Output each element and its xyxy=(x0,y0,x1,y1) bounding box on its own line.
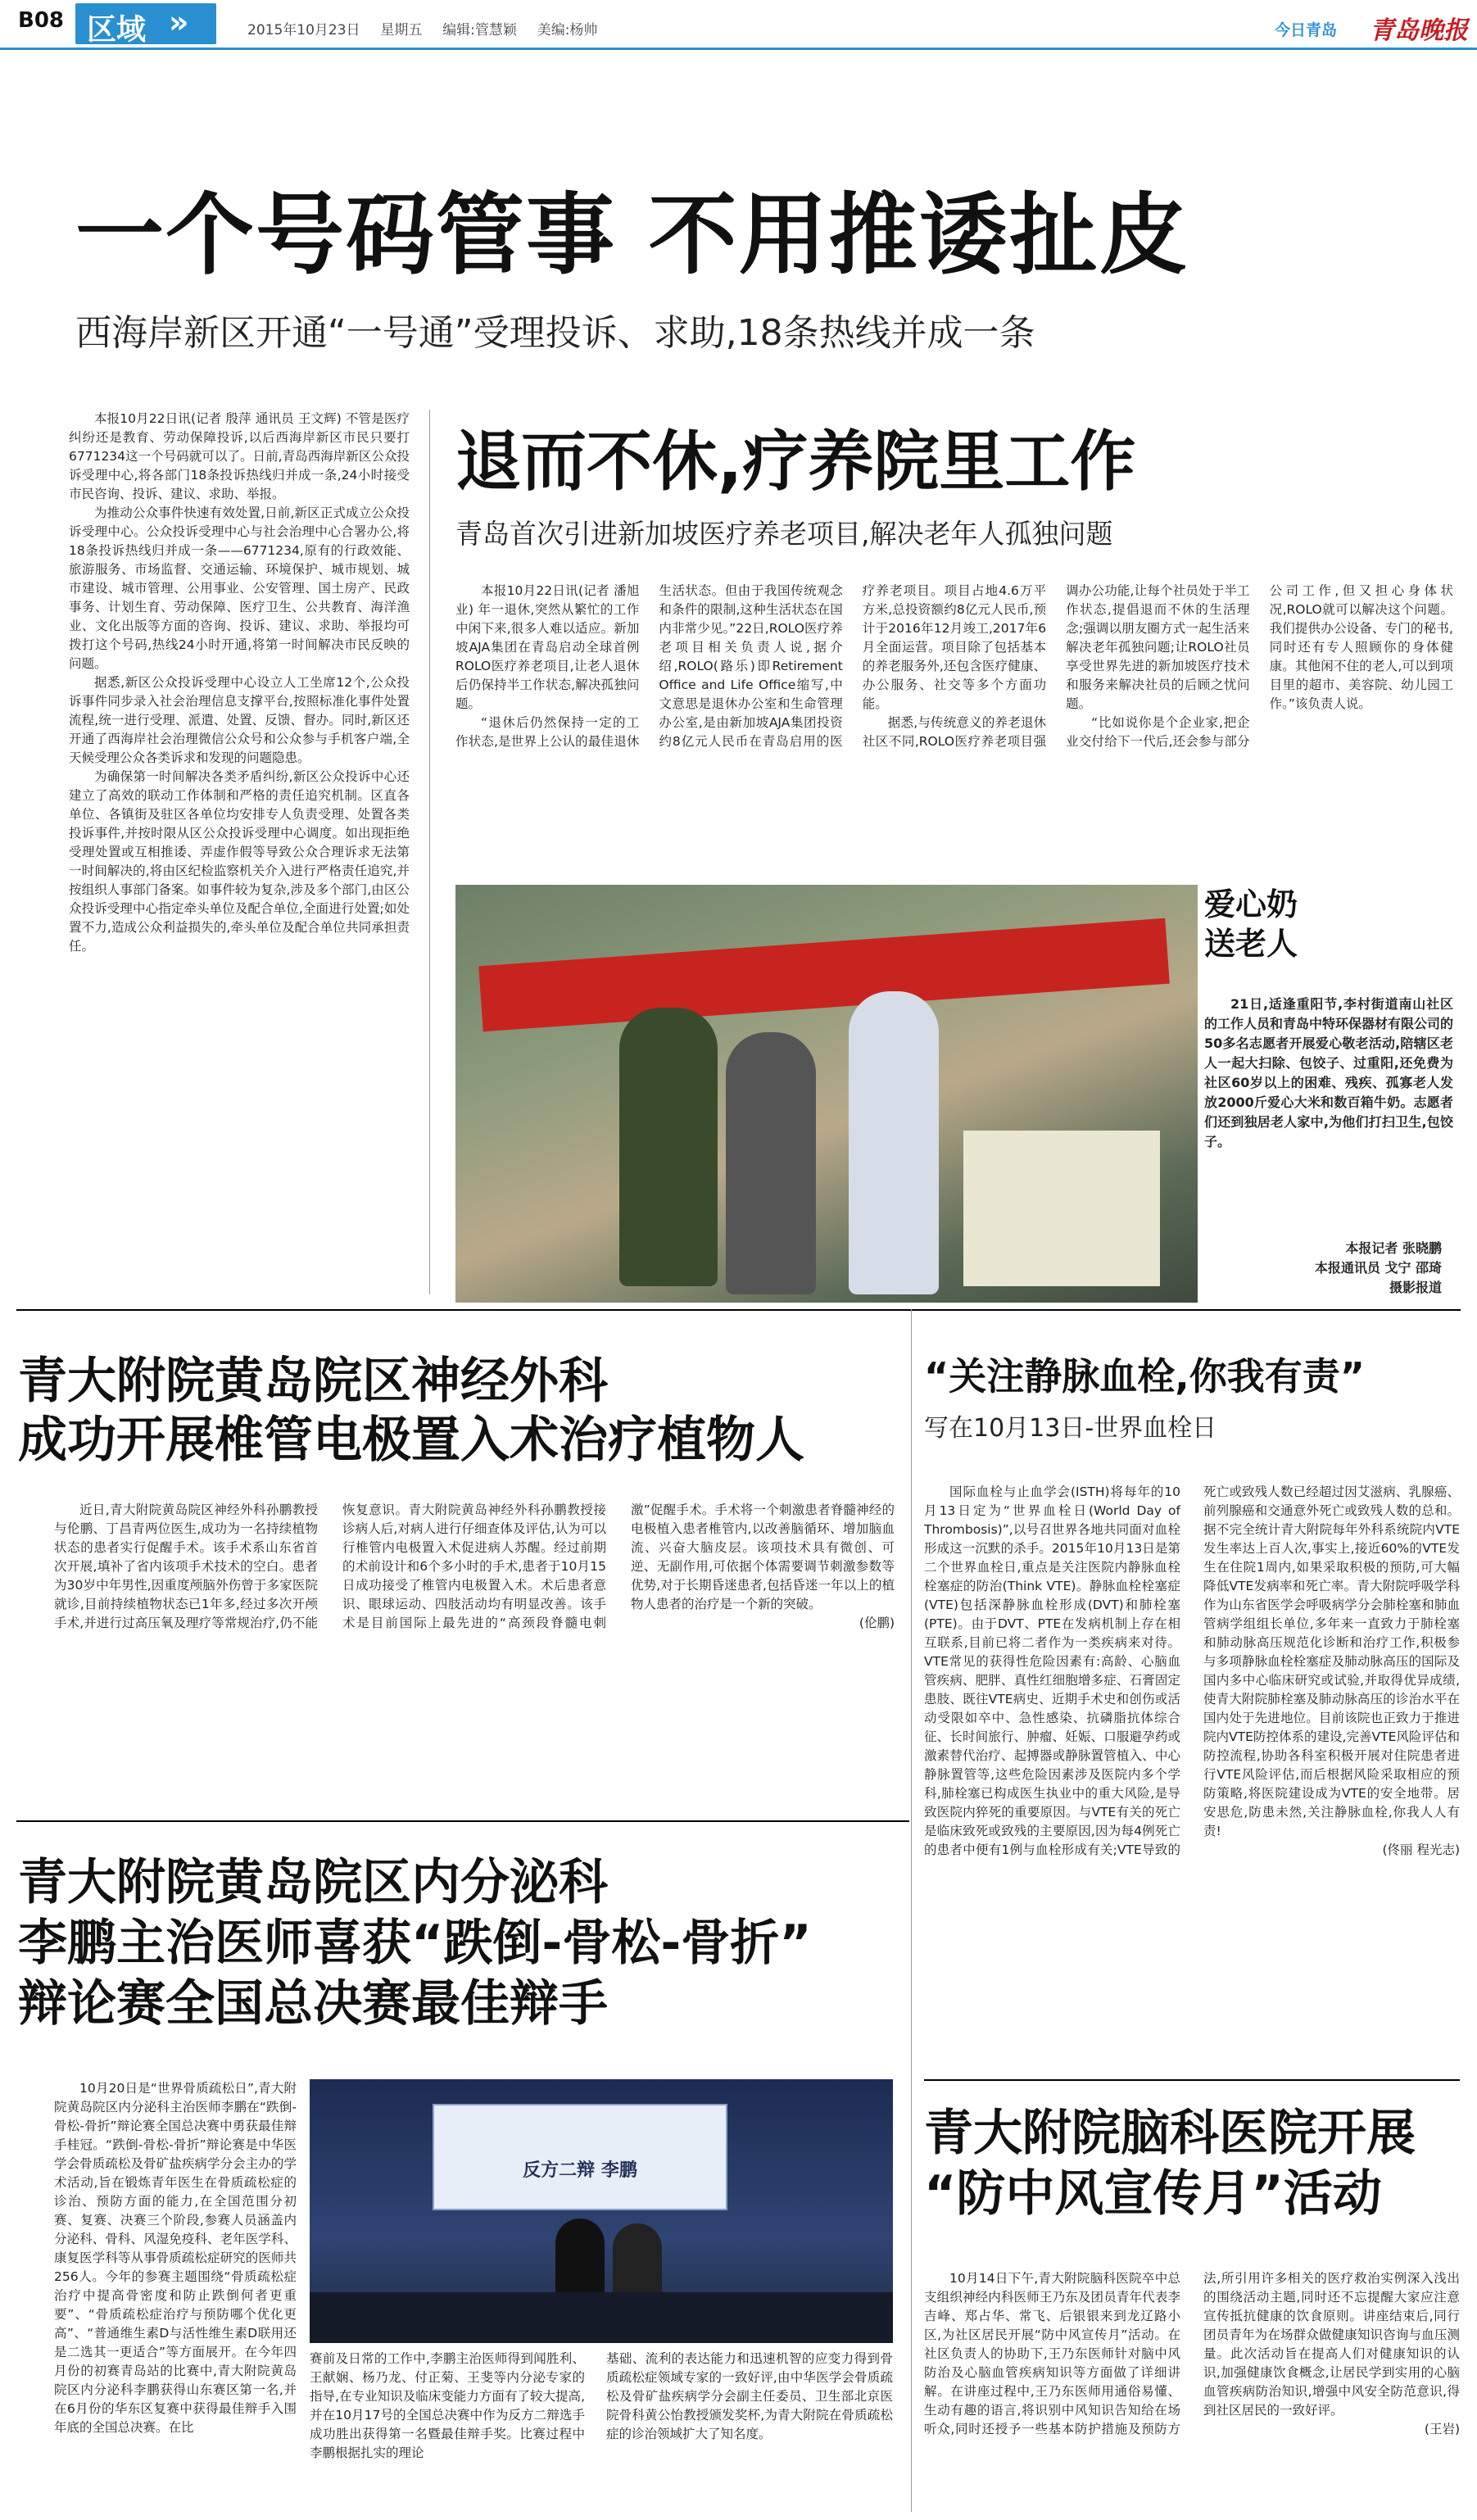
page-number: B08 xyxy=(18,8,64,33)
neuro-paragraph: 近日,青大附院黄岛院区神经外科孙鹏教授与伦鹏、丁昌青两位医生,成功为一名持续植物状态的患者实行促醒手术。该手术系山东省首次开展,填补了省内该项手术技术的空白。患者为30岁中年男性,因重度颅脑外伤曾于多家医院就诊,目前持续植物状态已1年多,经过多次开颅手术,并进行过高压氧及理疗等常规治疗,仍不能恢复意识。青大附院黄岛神经外科孙鹏教授接诊病人后,对病人进行仔细查体及评估,认为可以行椎管内电极置入术促进病人苏醒。经过前期的术前设计和6个多小时的手术,患者于10月15日成功接受了椎管内电极置入术。术后患者意识、眼球运动、四肢活动均有明显改善。该手术是目前国际上最先进的“高颈段脊髓电刺激”促醒手术。手术将一个刺激患者脊髓神经的电极植入患者椎管内,以改善脑循环、增加脑血流、兴奋大脑皮层。该项技术具有微创、可逆、无副作用,可依据个体需要调节刺激参数等优势,对于长期昏迷患者,包括昏迷一年以上的植物人患者的治疗是一个新的突破。 xyxy=(54,1502,895,1630)
endo-body-left: 10月20日是“世界骨质疏松日”,青大附院黄岛院区内分泌科主治医师李鹏在“跌倒-骨松-骨折”辩论赛全国总决赛中勇获最佳辩手桂冠。“跌倒-骨松-骨折”辩论赛是中华医学会骨质疏松及骨矿盐疾病学分会主办的学术活动,旨在锻炼青年医生在骨质疏松症的诊治、预防方面的能力,在全国范围分初赛、复赛、决赛三个阶段,参赛人员涵盖内分泌科、骨科、风湿免疫科、老年医学科、康复医学科等从事骨质疏松症研究的医师共256人。今年的参赛主题围绕“骨质疏松症治疗中提高骨密度和防止跌倒何者更重要”、“骨质疏松症治疗与预防哪个优化更高”、“普通维生素D与活性维生素D联用还是二选其一更适合”等方面展开。在今年四月份的初赛青岛站的比赛中,青大附院黄岛院区内分泌科李鹏获得山东赛区第一名,并在6月份的华东区复赛中获得最佳辩手入围年底的全国总决赛。在比 xyxy=(54,2081,297,2435)
neuro-sign: (伦鹏) xyxy=(859,1616,895,1630)
milk-headline-2: 送老人 xyxy=(1204,926,1298,962)
endo-body-right: 基础、流利的表达能力和迅速机智的应变力得到骨质疏松症领域专家的一致好评,由中华医学会骨质疏松及骨矿盐疾病学分会副主任委员、卫生部北京医院骨科黄公怡教授颁发奖杯,为青大附院在骨质疏松症的诊治领域扩大了知名度。 xyxy=(606,2351,893,2441)
stroke-paragraph: 10月14日下午,青大附院脑科医院卒中总支组织神经内科医师王乃东及团员青年代表李吉峰、郑占华、常飞、后银银来到龙辽路小区,为社区居民开展“防中风宣传月”活动。在社区负责人的协助下,王乃东医师针对脑中风防治及心脑血管疾病知识等方面做了详细讲解。在讲座过程中,王乃东医师用通俗易懂、生动有趣的语言,将识别中风知识告知给在场听众,同时还授予一些基本防护措施及预防方法,所引用许多相关的医疗救治实例深入浅出的围绕活动主题,同时还不忘提醒大家应注意宣传抵抗健康的饮食原则。讲座结束后,同行团员青年为在场群众做健康知识咨询与血压测量。此次活动旨在提高人们对健康知识的认识,加强健康饮食概念,让居民学到实用的心脑血管疾病防治知识,增强中风安全防范意识,得到社区居民的一致好评。 xyxy=(924,2271,1460,2436)
vte-paragraph: 国际血栓与止血学会(ISTH)将每年的10月13日定为“世界血栓日(World Day of Thrombosis)”,以号召世界各地共同面对血栓形成这一沉默的杀手。2015年10月13日是第二个世界血栓日,重点是关注医院内静脉血栓栓塞症的防治(Think VTE)。静脉血栓栓塞症(VTE)包括深静脉血栓形成(DVT)和肺栓塞(PTE)。由于DVT、PTE在发病机制上存在相互联系,目前已将二者作为一类疾病来对待。VTE常见的获得性危险因素有:高龄、心脑血管疾病、肥胖、真性红细胞增多症、石膏固定患肢、既往VTE病史、近期手术史和创伤或活动受限如卒中、急性感染、抗磷脂抗体综合征、长时间旅行、肿瘤、妊娠、口服避孕药或激素替代治疗、起搏器或静脉置管植入、中心静脉置管等,这些危险因素涉及医院内多个学科,肺栓塞已构成医生执业中的重大风险,是导致医院内猝死的重要原因。与VTE有关的死亡是临床致死或致残的主要原因,因为每4例死亡的患者中便有1例与血栓形成有关;VTE导致的死亡或致残人数已经超过因艾滋病、乳腺癌、前列腺癌和交通意外死亡或致残人数的总和。据不完全统计青大附院每年外科系统院内VTE发生率达上百人次,事实上,接近60%的VTE发生在住院1周内,如果采取积极的预防,可大幅降低VTE发病率和死亡率。青大附院呼吸学科作为山东省医学会呼吸病学分会肺栓塞和肺血管病学组组长单位,多年来一直致力于肺栓塞和肺动脉高压规范化诊断和治疗工作,积极参与多项静脉血栓栓塞症及肺动脉高压的国际及国内多中心临床研究或试验,并取得优异成绩,使青大附院肺栓塞及肺动脉高压的诊治水平在国内处于先进地位。目前该院也正致力于推进院内VTE防控体系的建设,完善VTE风险评估和防控流程,协助各科室积极开展对住院患者进行VTE风险评估,而后根据风险采取相应的预防策略,将医院建设成为VTE的安全地带。居安思危,防患未然,关注静脉血栓,你我人人有责! xyxy=(924,1484,1460,1857)
section-arrow-icon: » xyxy=(169,4,189,40)
photo-person xyxy=(619,1008,718,1286)
neuro-body xyxy=(54,1501,895,1812)
photo-banner xyxy=(478,918,1170,1031)
retire-paragraph: “比如说你是个企业家,把企业交付给下一代后,还会参与部分公司工作,但又担心身体状况,ROLO就可以解决这个问题。我们提供办公设备、专门的秘书,同时还有专人照顾你的身体健康。其他闲不住的老人,可以到项目里的超市、美容院、幼儿园工作。”该负责人说。 xyxy=(1066,583,1453,749)
endo-headline-2: 李鹏主治医师喜获“跌倒-骨松-骨折” xyxy=(18,1915,812,1972)
vte-subheadline: 写在10月13日-世界血栓日 xyxy=(924,1414,1217,1443)
vte-headline: “关注静脉血栓,你我有责” xyxy=(924,1354,1365,1398)
lead-headline: 一个号码管事 不用推诿扯皮 xyxy=(75,184,1189,287)
issue-weekday: 星期五 xyxy=(380,22,423,39)
editor-credit: 编辑:管慧颖 xyxy=(442,22,517,39)
masthead-info xyxy=(247,18,597,39)
retire-paragraph: 据悉,与传统意义的养老退休社区不同,ROLO医疗养老项目强调办公功能,让每个社员处于半工作状态,提倡退而不休的生活理念;强调以朋友圈方式一起生活来解决老年孤独问题;让ROLO社员享受世界先进的新加坡医疗技术和服务来解决社员的后顾之忧问题。 xyxy=(862,583,1250,749)
retire-subheadline: 青岛首次引进新加坡医疗养老项目,解决老年人孤独问题 xyxy=(455,518,1113,550)
milk-photo xyxy=(455,885,1198,1303)
column-divider xyxy=(911,1309,912,2512)
stroke-body xyxy=(924,2269,1460,2512)
milk-credit xyxy=(1204,1239,1442,1298)
section-rule xyxy=(16,1309,1461,1311)
stroke-headline-2: “防中风宣传月”活动 xyxy=(924,2165,1382,2223)
milk-caption: 21日,适逢重阳节,李村街道南山社区的工作人员和青岛中特环保器材有限公司的50多名志愿者开展爱心敬老活动,陪辖区老人一起大扫除、包饺子、过重阳,还免费为社区60岁以上的困难、残疾、孤寡老人发放2000斤爱心大米和数百箱牛奶。志愿者们还到独居老人家中,为他们打扫卫生,包饺子。 xyxy=(1204,996,1454,1149)
section-rule xyxy=(16,1820,909,1822)
stroke-sign: (王岩) xyxy=(1424,2422,1460,2436)
lead-paragraph: 为推动公众事件快速有效处置,日前,新区正式成立公众投诉受理中心。公众投诉受理中心与社会治理中心合署办公,将18条投诉热线归并成一条——6771234,原有的行政效能、旅游服务、市场监督、交通运输、环境保护、城市规划、城市建设、城市管理、公用事业、公安管理、国土房产、民政事务、计划生育、劳动保障、医疗卫生、公共教育、海洋渔业、文化出版等方面的咨询、投诉、建议、求助、举报均可拨打这个号码,热线24小时开通,将第一时间解决市民反映的问题。 xyxy=(69,505,410,671)
section-rule xyxy=(924,2079,1460,2081)
lead-paragraph: 据悉,新区公众投诉受理中心设立人工坐席12个,公众投诉事件同步录入社会治理信息支撑平台,按照标准化事件处置流程,统一进行受理、派遣、处置、反馈、督办。同时,新区还开通了西海岸社会治理微信公众号和公众参与手机客户端,全天候受理公众各类诉求和发现的问题隐患。 xyxy=(69,675,410,765)
endo-body-mid: 赛前及日常的工作中,李鹏主治医师得到闻胜利、王献娴、杨乃龙、付正菊、王斐等内分泌专家的指导,在专业知识及临床变能力方面有了较大提高,并在10月17号的全国总决赛中作为反方二辩选手成功胜出获得第一名暨最佳辩手奖。比赛过程中李鹏根据扎实的理论 xyxy=(310,2351,585,2460)
endo-headline-1: 青大附院黄岛院区内分泌科 xyxy=(18,1854,608,1911)
lead-subheadline: 西海岸新区开通“一号通”受理投诉、求助,18条热线并成一条 xyxy=(75,312,1035,354)
column-divider xyxy=(429,410,430,1294)
masthead xyxy=(0,0,1477,51)
vte-body xyxy=(924,1483,1460,2073)
neuro-headline-2: 成功开展椎管电极置入术治疗植物人 xyxy=(18,1412,804,1469)
column-name: 今日青岛 xyxy=(1275,21,1338,39)
photo-person xyxy=(726,1032,816,1294)
photo-boxes xyxy=(963,1131,1160,1286)
section-name: 区域 xyxy=(87,13,147,47)
designer-credit: 美编:杨帅 xyxy=(537,22,598,39)
milk-headline-1: 爱心奶 xyxy=(1204,886,1298,922)
endo-headline-3: 辩论赛全国总决赛最佳辩手 xyxy=(18,1975,608,2033)
stroke-headline-1: 青大附院脑科医院开展 xyxy=(924,2105,1416,2162)
masthead-rule xyxy=(0,48,1477,50)
milk-credit-correspondent: 本报通讯员 戈宁 邵琦 xyxy=(1314,1260,1442,1276)
award-banner-text: 反方二辩 李鹏 xyxy=(523,2160,637,2181)
lead-paragraph: 为确保第一时间解决各类矛盾纠纷,新区公众投诉中心还建立了高效的联动工作体制和严格的责任追究机制。区直各单位、各镇街及驻区各单位均安排专人负责受理、处置各类投诉事件,并按时限从区公众投诉受理中心调度。如出现拒绝受理处置或互相推诿、弄虚作假等导致公众合理诉求无法第一时间解决的,将由区纪检监察机关介入进行严格责任追究,并按组织人事部门备案。如事件较为复杂,涉及多个部门,由区公众投诉受理中心指定牵头单位及配合单位,全面进行处置;如处置不力,造成公众利益损失的,牵头单位及配合单位共同承担责任。 xyxy=(69,769,410,954)
retire-paragraph: 本报10月22日讯(记者 潘旭业) 年一退休,突然从繁忙的工作中闲下来,很多人难以适应。新加坡AJA集团在青岛启动全球首例ROLO医疗养老项目,让老人退休后仍保持半工作状态,解决孤独问题。 xyxy=(455,583,640,711)
award-photo xyxy=(310,2079,893,2343)
milk-credit-note: 摄影报道 xyxy=(1389,1280,1442,1295)
retire-paragraph: “退休后仍然保持一定的工作状态,是世界上公认的最佳退休生活状态。但由于我国传统观念和条件的限制,这种生活状态在国内非常少见。”22日,ROLO医疗养老项目相关负责人说,据介绍,ROLO(路乐)即Retirement Office and Life Office缩写,中文意思是退休办公室和生命管理办公室,是由新加坡AJA集团投资约8亿元人民币在青岛启用的医疗养老项目。项目占地4.6万平方米,总投资额约8亿元人民币,预计于2016年12月竣工,2017年6月全面运营。项目除了包括基本的养老服务外,还包含医疗健康、办公服务、社交等多个方面功能。 xyxy=(455,583,1047,749)
award-banner xyxy=(433,2104,727,2210)
milk-credit-reporter: 本报记者 张晓鹏 xyxy=(1345,1240,1442,1256)
neuro-headline-1: 青大附院黄岛院区神经外科 xyxy=(18,1353,608,1410)
lead-paragraph: 本报10月22日讯(记者 殷萍 通讯员 王文辉) 不管是医疗纠纷还是教育、劳动保障投诉,以后西海岸新区市民只要打6771234这一个号码就可以了。日前,青岛西海岸新区公众投诉受理中心,将各部门18条投诉热线归并成一条,24小时接受市民咨询、投诉、建议、求助、举报。 xyxy=(69,411,410,501)
award-audience xyxy=(310,2292,893,2343)
lead-body xyxy=(69,410,410,1294)
vte-sign: (佟丽 程光志) xyxy=(1382,1842,1460,1857)
retire-headline: 退而不休,疗养院里工作 xyxy=(455,424,1136,500)
section-badge xyxy=(75,3,216,47)
photo-person xyxy=(849,991,939,1294)
issue-date: 2015年10月23日 xyxy=(247,22,360,39)
paper-logo: 青岛晚报 xyxy=(1370,16,1468,45)
retire-body xyxy=(455,582,1453,882)
